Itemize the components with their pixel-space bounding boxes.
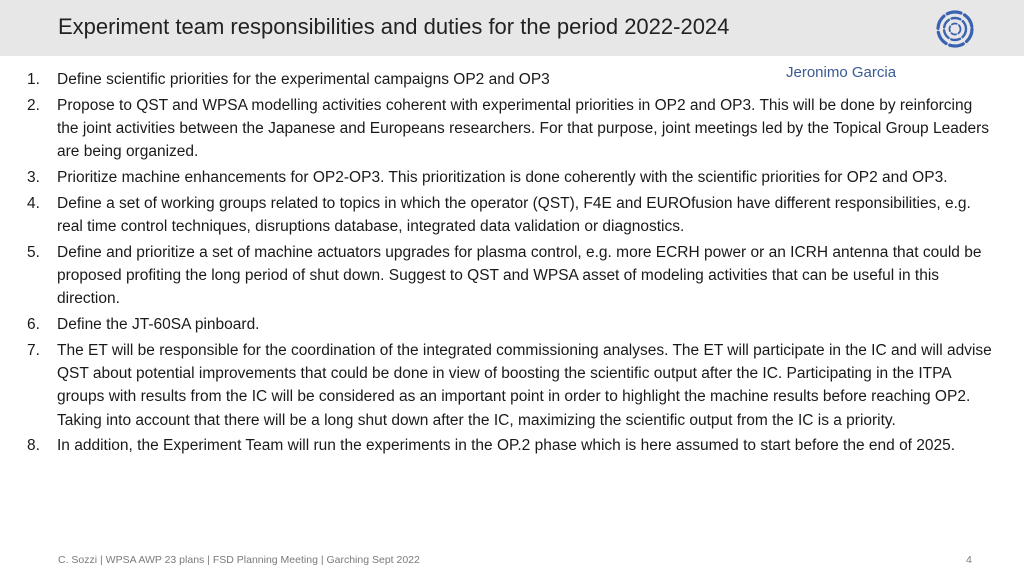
item-number: 4. [27, 194, 40, 212]
item-text: In addition, the Experiment Team will run the experiments in the OP.2 phase which is here assumed to start before the end of 2025. [57, 437, 956, 455]
list-item [0, 313, 997, 336]
responsibilities-list [0, 68, 1024, 460]
item-text: The ET will be responsible for the coordination of the integrated commissioning analyses. The ET will participate in the IC and will advise QST about potential improvements that could be done in view of boosting the scientific output after the IC. Participating in the ITPA groups with results from the IC will be considered as an important point in order to highlight the machine results before reaching OP2. Taking into account that there will be a long shut down after the IC, maximizing the scientific output from the IC is a priority. [57, 341, 992, 429]
author-name: Jeronimo Garcia [786, 64, 897, 81]
slide-title: Experiment team responsibilities and duties for the period 2022-2024 [58, 14, 730, 39]
item-text: Define and prioritize a set of machine actuators upgrades for plasma control, e.g. more ECRH power or an ICRH antenna that could be proposed profiting the long period of shut down. Suggest to QST and WPSA asset of modeling activities that can be useful in this direction. [57, 243, 982, 308]
item-text: Prioritize machine enhancements for OP2-OP3. This prioritization is done coherently with the scientific priorities for OP2 and OP3. [57, 169, 948, 186]
item-number: 8. [27, 437, 40, 455]
fusion-ring-logo-icon [932, 8, 978, 50]
item-number: 3. [27, 169, 40, 186]
item-text: Define a set of working groups related to topics in which the operator (QST), F4E and EUROfusion have different responsibilities, e.g. real time control techniques, disruptions database, integrated data validation or diagnostics. [57, 194, 971, 235]
footer-text: C. Sozzi | WPSA AWP 23 plans | FSD Planning Meeting | Garching Sept 2022 [58, 554, 420, 566]
list-item [0, 166, 997, 189]
item-text: Propose to QST and WPSA modelling activities coherent with experimental priorities in OP2 and OP3. This will be done by reinforcing the joint activities between the Japanese and Europeans researchers. For that purpose, joint meetings led by the Topical Group Leaders are being organized. [57, 96, 989, 161]
list-item [0, 68, 997, 91]
list-item [0, 434, 997, 457]
item-number: 5. [27, 243, 40, 261]
list-item [0, 339, 997, 433]
item-text: Define the JT-60SA pinboard. [57, 316, 260, 333]
item-number: 7. [27, 341, 40, 359]
page-number: 4 [966, 554, 972, 566]
list-item [0, 241, 997, 311]
item-number: 1. [27, 71, 40, 88]
item-text: Define scientific priorities for the experimental campaigns OP2 and OP3 [57, 71, 550, 88]
list-item [0, 94, 997, 164]
item-number: 2. [27, 96, 40, 114]
item-number: 6. [27, 316, 40, 333]
list-item [0, 192, 997, 239]
